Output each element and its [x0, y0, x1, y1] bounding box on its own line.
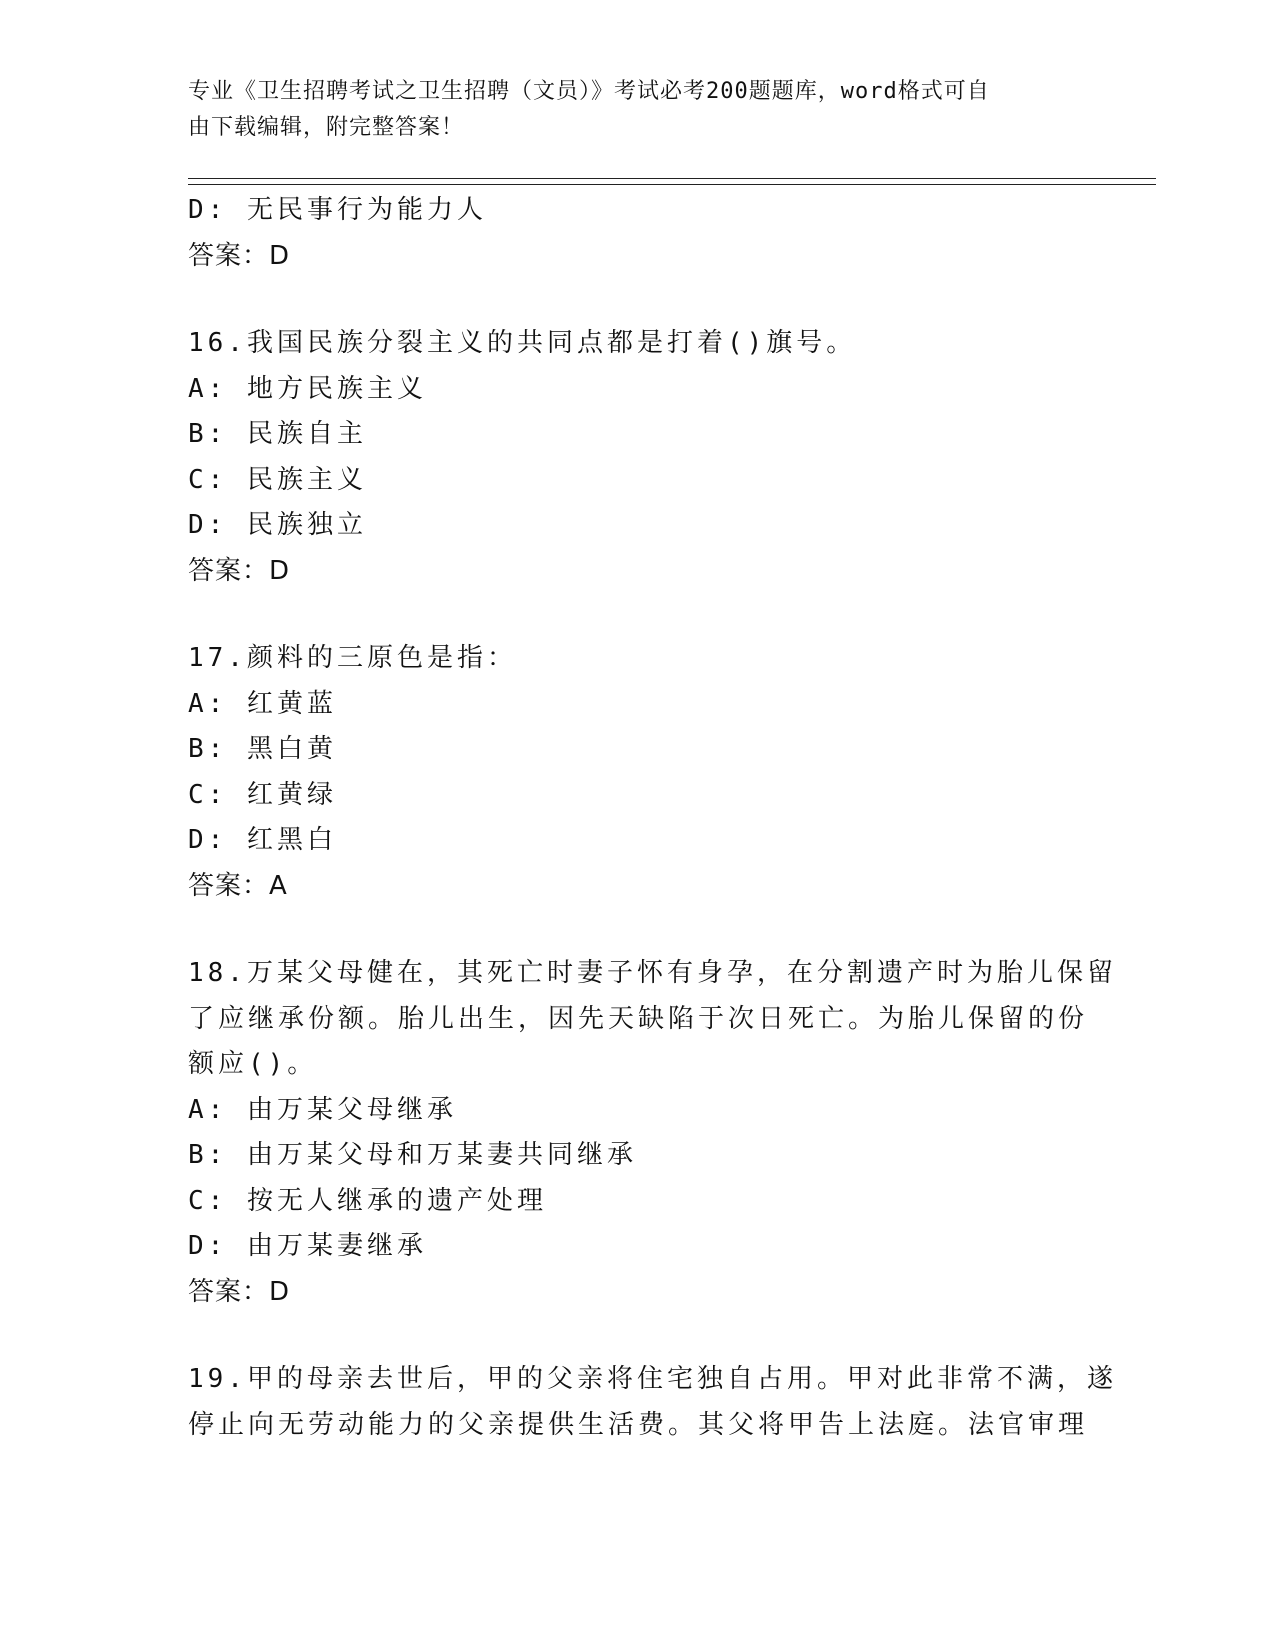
answer-line: 答案：D [188, 1276, 291, 1307]
question-stem-line: 额应()。 [188, 1049, 318, 1079]
option-b: B: 由万某父母和万某妻共同继承 [188, 1140, 637, 1170]
option-c: C: 红黄绿 [188, 779, 337, 810]
option-d: D: 无民事行为能力人 [188, 195, 487, 225]
header-line-2: 由下载编辑，附完整答案！ [188, 115, 465, 140]
answer-line: 答案：D [188, 240, 291, 271]
question-18 [188, 951, 1117, 1315]
question-16 [188, 321, 1088, 594]
question-stem-line: 了应继承份额。胎儿出生，因先天缺陷于次日死亡。为胎儿保留的份 [188, 1003, 1089, 1034]
question-stem-line: 19.甲的母亲去世后，甲的父亲将住宅独自占用。甲对此非常不满，遂 [188, 1364, 1117, 1394]
question-stem-line: 停止向无劳动能力的父亲提供生活费。其父将甲告上法庭。法官审理 [188, 1409, 1089, 1440]
header-divider-bottom [188, 184, 1156, 185]
question-stem-line: 18.万某父母健在，其死亡时妻子怀有身孕，在分割遗产时为胎儿保留 [188, 958, 1117, 988]
question-19 [188, 1357, 1117, 1448]
option-b: B: 民族自主 [188, 419, 367, 449]
question-stem: 17.颜料的三原色是指： [188, 643, 517, 673]
question-15-tail [188, 188, 1088, 279]
option-a: A: 由万某父母继承 [188, 1094, 457, 1125]
option-d: D: 红黑白 [188, 825, 337, 855]
option-c: C: 按无人继承的遗产处理 [188, 1185, 547, 1216]
option-b: B: 黑白黄 [188, 734, 337, 764]
option-c: C: 民族主义 [188, 464, 367, 495]
answer-line: 答案：D [188, 555, 291, 586]
question-17 [188, 636, 1088, 909]
answer-line: 答案：A [188, 870, 288, 901]
option-a: A: 红黄蓝 [188, 688, 337, 719]
question-list [188, 188, 1117, 1448]
option-d: D: 由万某妻继承 [188, 1231, 427, 1261]
option-d: D: 民族独立 [188, 510, 367, 540]
header-line-1: 专业《卫生招聘考试之卫生招聘（文员）》考试必考200题题库，word格式可自 [188, 79, 990, 104]
page-header [188, 74, 1088, 146]
question-stem: 16.我国民族分裂主义的共同点都是打着()旗号。 [188, 328, 857, 358]
option-a: A: 地方民族主义 [188, 373, 427, 404]
header-divider-top [188, 178, 1156, 179]
